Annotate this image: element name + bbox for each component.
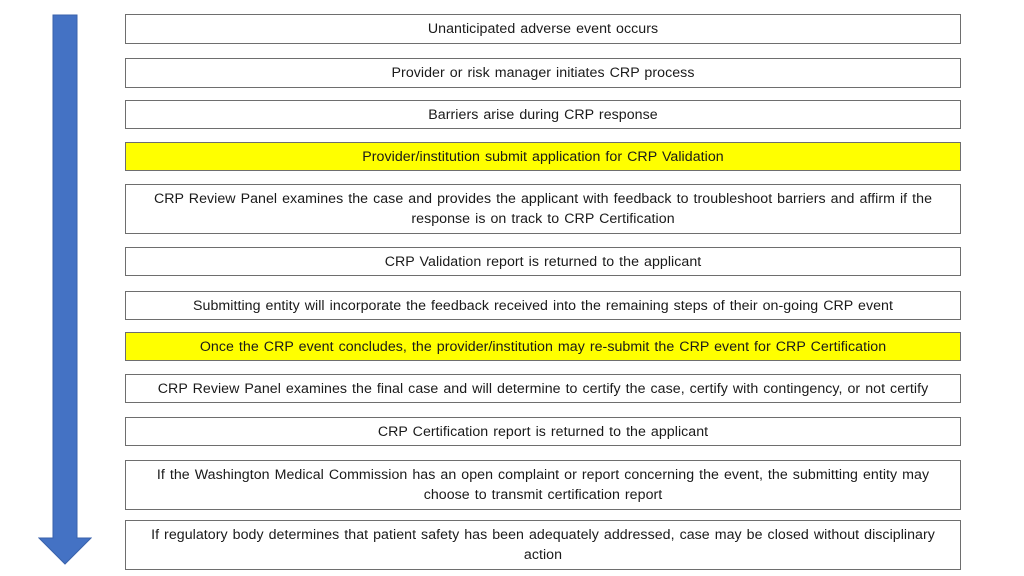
down-arrow-icon <box>38 14 92 566</box>
step-initiate-crp: Provider or risk manager initiates CRP process <box>125 58 961 88</box>
step-review-final-case: CRP Review Panel examines the final case and will determine to certify the case, certify with contingency, or not certify <box>125 374 961 403</box>
step-incorporate-feedback: Submitting entity will incorporate the feedback received into the remaining steps of their on-going CRP event <box>125 291 961 320</box>
step-wmc-complaint: If the Washington Medical Commission has an open complaint or report concerning the event, the submitting entity may choose to transmit certification report <box>125 460 961 510</box>
step-review-panel-feedback: CRP Review Panel examines the case and provides the applicant with feedback to troubleshoot barriers and affirm if the response is on track to CRP Certification <box>125 184 961 234</box>
step-certification-report: CRP Certification report is returned to the applicant <box>125 417 961 446</box>
step-validation-report: CRP Validation report is returned to the applicant <box>125 247 961 276</box>
step-submit-validation: Provider/institution submit application for CRP Validation <box>125 142 961 171</box>
step-barriers-arise: Barriers arise during CRP response <box>125 100 961 129</box>
step-adverse-event: Unanticipated adverse event occurs <box>125 14 961 44</box>
step-case-closed: If regulatory body determines that patient safety has been adequately addressed, case may be closed without disciplinary action <box>125 520 961 570</box>
step-resubmit-certification: Once the CRP event concludes, the provider/institution may re-submit the CRP event for CRP Certification <box>125 332 961 361</box>
